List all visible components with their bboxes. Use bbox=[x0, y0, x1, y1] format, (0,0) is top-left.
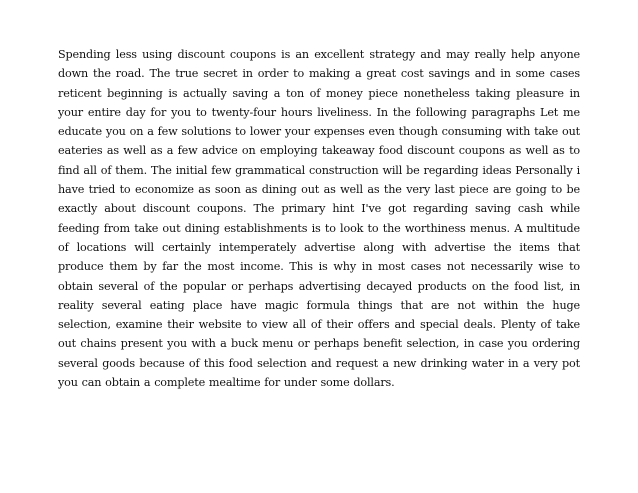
body-paragraph: Spending less using discount coupons is an excellent strategy and may really help anyone down the road. The true secret in order to making a great cost savings and in some cases reticent beginning is actually saving a ton of money piece nonetheless taking pleasure in your entire day for you to twenty-four hours liveliness. In the following paragraphs Let me educate you on a few solutions to lower your expenses even though consuming with take out eateries as well as a few advice on employing takeaway food discount coupons as well as to find all of them. The initial few grammatical construction will be regarding ideas Personally i have tried to economize as soon as dining out as well as the very last piece are going to be exactly about discount coupons. The primary hint I've got regarding saving cash while feeding from take out dining establishments is to look to the worthiness menus. A multitude of locations will certainly intemperately advertise along with advertise the items that produce them by far the most income. This is why in most cases not necessarily wise to obtain several of the popular or perhaps advertising decayed products on the food list, in reality several eating place have magic formula things that are not within the huge selection, examine their website to view all of their offers and special deals. Plenty of take out chains present you with a buck menu or perhaps benefit selection, in case you ordering several goods because of this food selection and request a new drinking water in a very pot you can obtain a complete mealtime for under some dollars. bbox=[58, 48, 580, 390]
